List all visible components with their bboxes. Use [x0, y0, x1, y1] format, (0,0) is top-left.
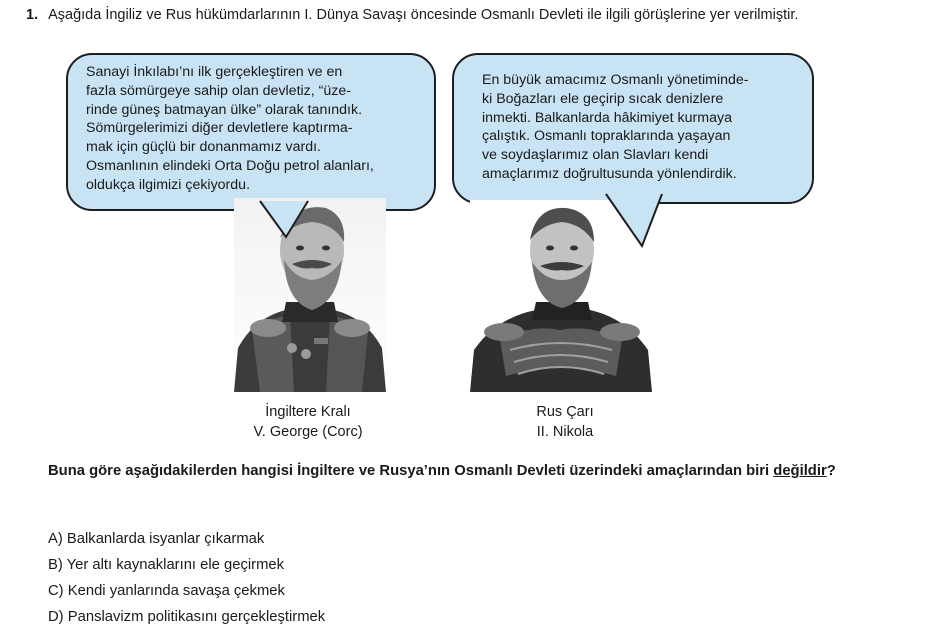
speech-bubble-tail-left [258, 199, 318, 239]
question-stem-main: Buna göre aşağıdakilerden hangisi İngiltere ve Rusya’nın Osmanlı Devleti üzerindeki amaçlarından biri [48, 463, 774, 479]
caption-left [208, 402, 408, 442]
option-c[interactable] [48, 578, 325, 604]
speech-bubble-left-text: Sanayi İnkılabı’nı ilk gerçekleştiren ve en fazla sömürgeye sahip olan devletiz, “üze- rinde güneş batmayan ülke” olarak tanındık. Sömürgelerimizi diğer devletlere kaptırma- mak için güçlü bir donanmamız vardı. Osmanlının elindeki Orta Doğu petrol alanları, oldukça ilgimizi çekiyordu. [86, 64, 374, 193]
question-number: 1. [26, 7, 39, 23]
question-header [26, 6, 926, 24]
option-c-letter: C) [48, 583, 64, 599]
speech-bubble-right [452, 53, 814, 204]
caption-left-title: İngiltere Kralı [265, 404, 351, 420]
answer-options [48, 526, 325, 630]
option-c-text: Kendi yanlarında savaşa çekmek [67, 583, 285, 599]
caption-left-name: V. George (Corc) [253, 424, 363, 440]
caption-right-title: Rus Çarı [536, 404, 594, 420]
question-intro: Aşağıda İngiliz ve Rus hükümdarlarının I. Dünya Savaşı öncesinde Osmanlı Devleti ile ilgili görüşlerine yer verilmiştir. [48, 7, 799, 23]
question-stem-end: ? [826, 463, 836, 479]
option-d-text: Panslavizm politikasını gerçekleştirmek [67, 609, 326, 625]
option-a-text: Balkanlarda isyanlar çıkarmak [66, 531, 265, 547]
option-d-letter: D) [48, 609, 64, 625]
speech-bubble-tail-right [604, 192, 664, 252]
option-a-letter: A) [48, 531, 63, 547]
question-stem-emphasis: değildir [773, 463, 827, 479]
speech-bubble-right-text: En büyük amacımız Osmanlı yönetiminde- ki Boğazları ele geçirip sıcak denizlere inmekti. Balkanlarda hâkimiyet kurmaya çalıştık. Osmanlı topraklarında yaşayan ve soydaşlarımız olan Slavları kendi amaçlarımız doğrultusunda yönlendirdik. [482, 72, 749, 182]
option-b-letter: B) [48, 557, 63, 573]
speech-bubble-left [66, 53, 436, 211]
option-a[interactable] [48, 526, 325, 552]
option-b-text: Yer altı kaynaklarını ele geçirmek [66, 557, 285, 573]
question-stem [48, 460, 928, 482]
option-d[interactable] [48, 604, 325, 630]
option-b[interactable] [48, 552, 325, 578]
caption-right [470, 402, 660, 442]
caption-right-name: II. Nikola [536, 424, 594, 440]
